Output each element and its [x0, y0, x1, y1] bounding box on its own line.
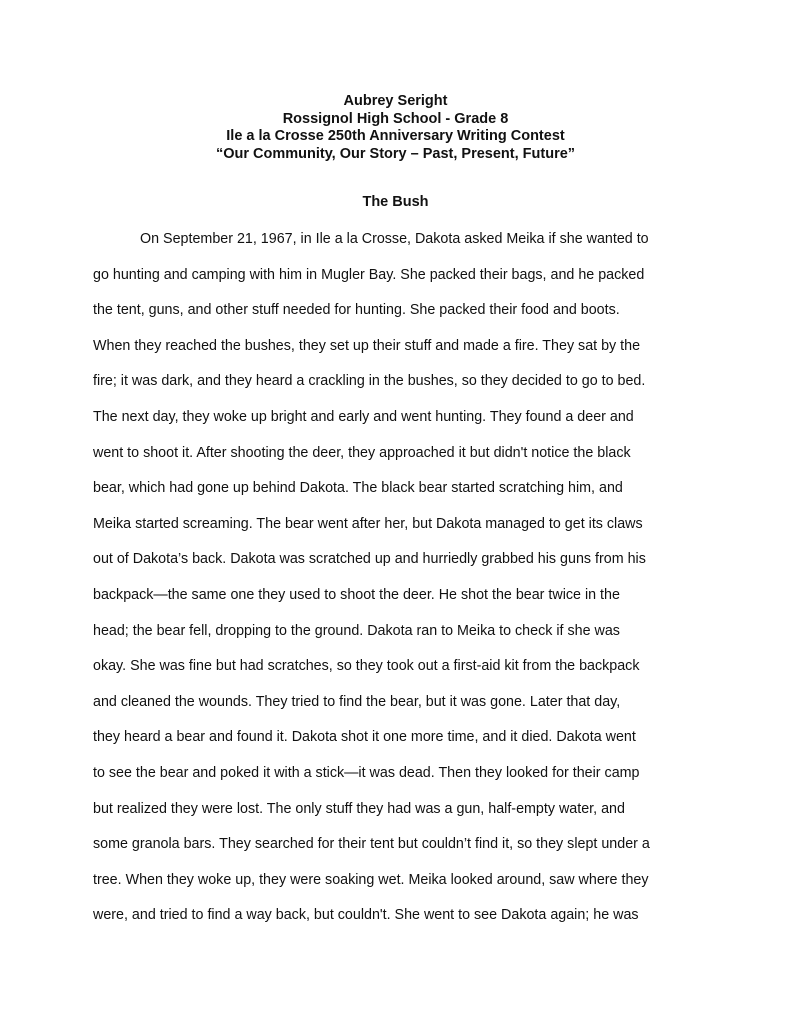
story-line: were, and tried to find a way back, but couldn't. She went to see Dakota again; he was: [93, 907, 639, 924]
story-line: went to shoot it. After shooting the deer, they approached it but didn't notice the black: [93, 444, 631, 461]
school-name: Rossignol High School - Grade 8: [282, 110, 509, 127]
story-line: they heard a bear and found it. Dakota shot it one more time, and it died. Dakota went: [93, 729, 636, 746]
story-line: bear, which had gone up behind Dakota. The black bear started scratching him, and: [93, 480, 623, 497]
story-line: to see the bear and poked it with a stick—it was dead. Then they looked for their camp: [93, 765, 640, 781]
story-line: and cleaned the wounds. They tried to find the bear, but it was gone. Later that day,: [93, 693, 621, 710]
story-line: tree. When they woke up, they were soaking wet. Meika looked around, saw where they: [93, 871, 649, 888]
document-header: [0, 93, 791, 163]
story-line: but realized they were lost. The only stuff they had was a gun, half-empty water, and: [93, 800, 625, 817]
story-line: On September 21, 1967, in Ile a la Crosse, Dakota asked Meika if she wanted to: [140, 231, 649, 247]
story-line: Meika started screaming. The bear went after her, but Dakota managed to get its claws: [93, 515, 643, 532]
story-title: The Bush: [362, 194, 429, 210]
story-line: The next day, they woke up bright and early and went hunting. They found a deer and: [93, 409, 634, 425]
story-line: okay. She was fine but had scratches, so they took out a first-aid kit from the backpack: [93, 658, 640, 675]
story-line: fire; it was dark, and they heard a crackling in the bushes, so they decided to go to bed.: [93, 373, 646, 390]
story-line: backpack—the same one they used to shoot the deer. He shot the bear twice in the: [93, 587, 620, 603]
story-line: go hunting and camping with him in Mugler Bay. She packed their bags, and he packed: [93, 266, 645, 283]
story-line: head; the bear fell, dropping to the ground. Dakota ran to Meika to check if she was: [93, 622, 620, 639]
story-line: out of Dakota’s back. Dakota was scratched up and hurriedly grabbed his guns from his: [93, 551, 646, 568]
story-line: the tent, guns, and other stuff needed for hunting. She packed their food and boots.: [93, 302, 620, 319]
story-line: some granola bars. They searched for their tent but couldn’t find it, so they slept under a: [93, 836, 650, 853]
author-name: Aubrey Seright: [343, 93, 448, 109]
contest-theme: “Our Community, Our Story – Past, Present, Future”: [215, 145, 576, 162]
story-line: When they reached the bushes, they set up their stuff and made a fire. They sat by the: [93, 337, 641, 354]
contest-name: Ile a la Crosse 250th Anniversary Writing Contest: [226, 128, 565, 144]
